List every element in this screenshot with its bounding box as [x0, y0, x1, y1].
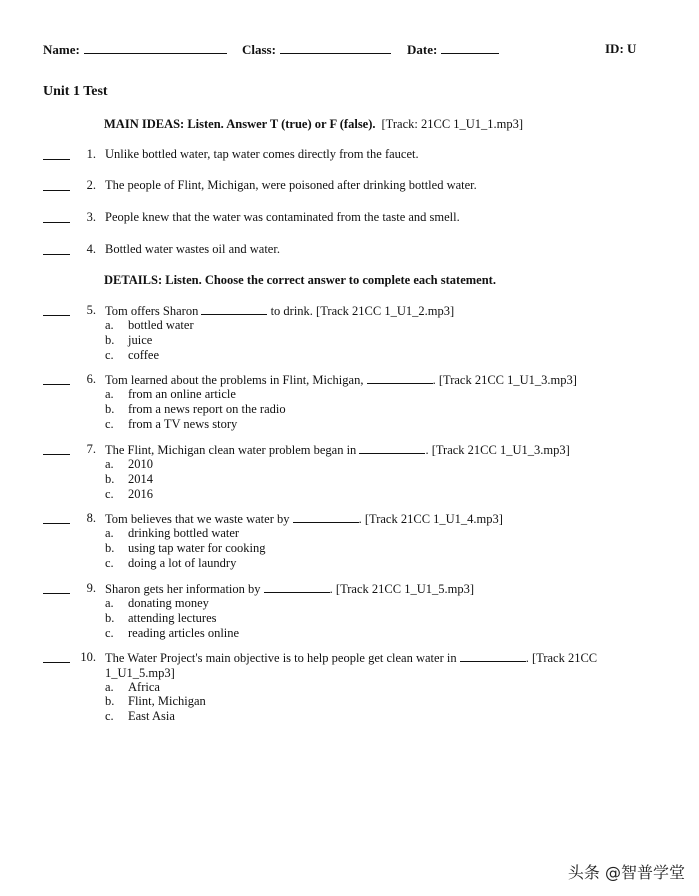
answer-blank: [43, 511, 70, 524]
date-field: [407, 41, 499, 58]
class-line: [280, 41, 391, 54]
question-number: 7.: [86, 442, 96, 456]
question-number: 1.: [86, 147, 96, 161]
option-a: a. Africa: [105, 680, 160, 694]
question-text: The Flint, Michigan clean water problem began in . [Track 21CC 1_U1_3.mp3]: [105, 443, 570, 457]
question-number: 9.: [86, 581, 96, 595]
option-b: b. Flint, Michigan: [105, 694, 206, 708]
main-ideas-instructions: MAIN IDEAS: Listen. Answer T (true) or F (false).: [104, 117, 376, 131]
option-a: a. donating money: [105, 596, 209, 610]
fill-blank: [359, 442, 425, 454]
question-number: 2.: [86, 178, 96, 192]
option-c: c. East Asia: [105, 709, 175, 723]
answer-blank: [43, 442, 70, 455]
option-c: c. doing a lot of laundry: [105, 556, 237, 570]
question-text: Tom learned about the problems in Flint, Michigan, . [Track 21CC 1_U1_3.mp3]: [105, 373, 577, 387]
question-number: 8.: [86, 511, 96, 525]
question-number: 4.: [86, 242, 96, 256]
name-label: Name:: [43, 42, 80, 57]
option-c: c. reading articles online: [105, 626, 240, 640]
name-field: [43, 41, 227, 58]
question-text: Bottled water wastes oil and water.: [105, 242, 280, 256]
answer-blank: [43, 242, 70, 255]
option-b: b. using tap water for cooking: [105, 541, 266, 555]
option-b: b. juice: [105, 333, 153, 347]
question-number: 3.: [86, 210, 96, 224]
option-c: c. coffee: [105, 348, 159, 362]
fill-blank: [264, 581, 330, 593]
answer-blank: [43, 372, 70, 385]
date-label: Date:: [407, 42, 438, 57]
question-text: Sharon gets her information by . [Track 21CC 1_U1_5.mp3]: [105, 582, 474, 596]
details-heading: DETAILS: Listen. Choose the correct answer to complete each statement.: [104, 273, 496, 287]
option-a: a. from an online article: [105, 387, 236, 401]
question-number: 10.: [80, 650, 96, 664]
option-b: b. from a news report on the radio: [105, 402, 286, 416]
watermark-text: 头条 @智普学堂: [567, 863, 685, 882]
question-text: Tom offers Sharon to drink. [Track 21CC 1_U1_2.mp3]: [105, 304, 455, 318]
fill-blank: [201, 303, 267, 315]
class-field: [242, 41, 391, 58]
answer-blank: [43, 650, 70, 663]
id-field: ID: U: [605, 41, 637, 56]
question-text: People knew that the water was contaminated from the taste and smell.: [105, 210, 460, 224]
page-title: Unit 1 Test: [43, 84, 108, 99]
question-text: The people of Flint, Michigan, were poisoned after drinking bottled water.: [105, 178, 477, 192]
main-ideas-heading: [104, 117, 523, 132]
option-a: a. 2010: [105, 457, 153, 471]
option-a: a. bottled water: [105, 318, 194, 332]
option-c: c. from a TV news story: [105, 417, 238, 431]
question-text: The Water Project's main objective is to help people get clean water in . [Track 21CC 1_U1_5.mp3]: [105, 651, 598, 680]
fill-blank: [367, 372, 433, 384]
option-c: c. 2016: [105, 487, 153, 501]
question-text: Tom believes that we waste water by . [Track 21CC 1_U1_4.mp3]: [105, 512, 503, 526]
question-number: 6.: [86, 372, 96, 386]
option-a: a. drinking bottled water: [105, 526, 240, 540]
question-number: 5.: [86, 303, 96, 317]
date-line: [441, 41, 499, 54]
answer-blank: [43, 303, 70, 316]
class-label: Class:: [242, 42, 276, 57]
fill-blank: [293, 511, 359, 523]
answer-blank: [43, 210, 70, 223]
question-text: Unlike bottled water, tap water comes directly from the faucet.: [105, 147, 419, 161]
option-b: b. 2014: [105, 472, 153, 486]
option-b: b. attending lectures: [105, 611, 217, 625]
name-line: [84, 41, 227, 54]
answer-blank: [43, 178, 70, 191]
main-ideas-track: [Track: 21CC 1_U1_1.mp3]: [381, 117, 524, 131]
answer-blank: [43, 581, 70, 594]
fill-blank: [460, 650, 526, 662]
answer-blank: [43, 147, 70, 160]
